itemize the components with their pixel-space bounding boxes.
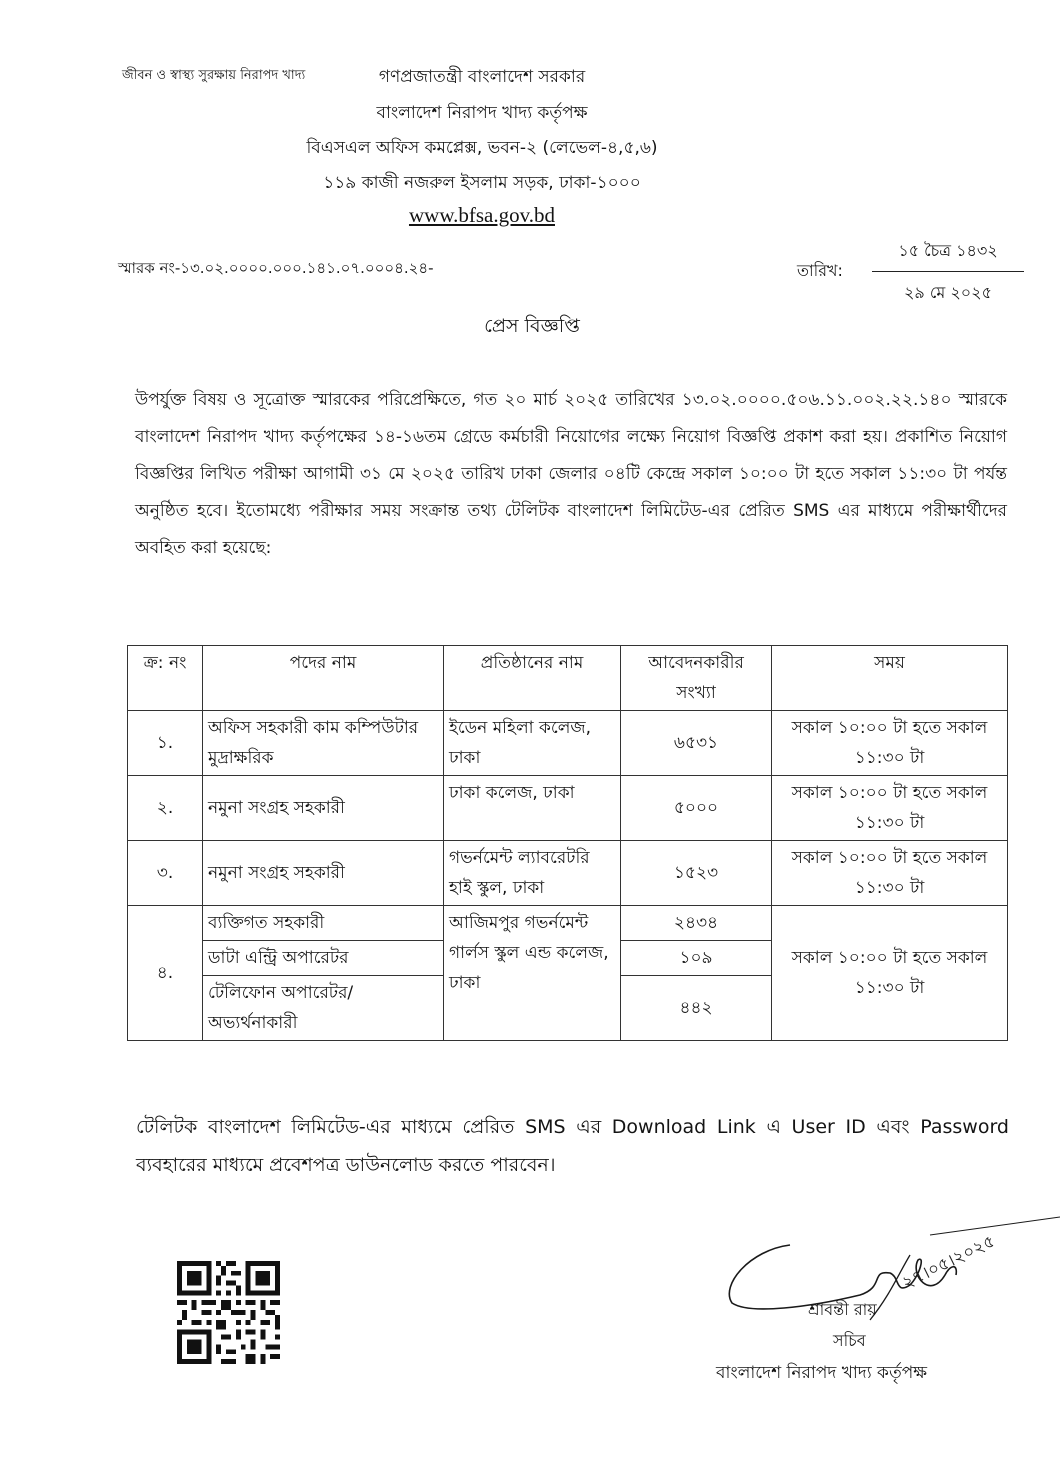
header-post: পদের নাম <box>203 646 444 711</box>
cell-institution: আজিমপুর গভর্নমেন্ট গার্লস স্কুল এন্ড কলেজ, ঢাকা <box>444 906 621 1041</box>
signatory-organization: বাংলাদেশ নিরাপদ খাদ্য কর্তৃপক্ষ <box>716 1363 928 1383</box>
cell-post: ডাটা এন্ট্রি অপারেটর <box>203 941 444 976</box>
table-row <box>128 776 1008 841</box>
signatory-designation: সচিব <box>833 1331 866 1350</box>
cell-applicants: ১৫২৩ <box>621 841 772 906</box>
date-gregorian: ২৯ মে ২০২৫ <box>904 283 992 302</box>
cell-institution: ঢাকা কলেজ, ঢাকা <box>444 776 621 841</box>
header-applicants: আবেদনকারীর সংখ্যা <box>621 646 772 711</box>
cell-time: সকাল ১০:০০ টা হতে সকাল ১১:৩০ টা <box>772 906 1008 1041</box>
address-line-2: ১১৯ কাজী নজরুল ইসলাম সড়ক, ঢাকা-১০০০ <box>323 173 641 193</box>
cell-post: ব্যক্তিগত সহকারী <box>203 906 444 941</box>
date-label: তারিখ: <box>797 261 843 280</box>
cell-post: নমুনা সংগ্রহ সহকারী <box>203 841 444 906</box>
cell-time: সকাল ১০:০০ টা হতে সকাল ১১:৩০ টা <box>772 841 1008 906</box>
cell-institution: গভর্নমেন্ট ল্যাবরেটরি হাই স্কুল, ঢাকা <box>444 841 621 906</box>
cell-applicants: ৬৫৩১ <box>621 711 772 776</box>
date-block <box>872 238 1024 307</box>
header-time: সময় <box>772 646 1008 711</box>
govt-title: গণপ্রজাতন্ত্রী বাংলাদেশ সরকার <box>378 67 586 87</box>
memo-number: স্মারক নং-১৩.০২.০০০০.০০০.১৪১.০৭.০০০৪.২৪- <box>118 259 434 277</box>
cell-time: সকাল ১০:০০ টা হতে সকাল ১১:৩০ টা <box>772 711 1008 776</box>
qr-code-icon <box>177 1261 280 1364</box>
header-sl: ক্র: নং <box>128 646 203 711</box>
website-link[interactable]: www.bfsa.gov.bd <box>408 203 555 227</box>
date-bangla: ১৫ চৈত্র ১৪৩২ <box>872 238 1024 272</box>
header-institution: প্রতিষ্ঠানের নাম <box>444 646 621 711</box>
cell-applicants: ২৪৩৪ <box>621 906 772 941</box>
cell-post: টেলিফোন অপারেটর/অভ্যর্থনাকারী <box>203 976 444 1041</box>
cell-time: সকাল ১০:০০ টা হতে সকাল ১১:৩০ টা <box>772 776 1008 841</box>
cell-institution: ইডেন মহিলা কলেজ, ঢাকা <box>444 711 621 776</box>
cell-sl: ৪. <box>128 906 203 1041</box>
cell-sl: ২. <box>128 776 203 841</box>
address-line-1: বিএসএল অফিস কমপ্লেক্স, ভবন-২ (লেভেল-৪,৫,৬) <box>306 138 658 158</box>
cell-post: অফিস সহকারী কাম কম্পিউটার মুদ্রাক্ষরিক <box>203 711 444 776</box>
body-paragraph: উপর্যুক্ত বিষয় ও সূত্রোক্ত স্মারকের পরিপ্রেক্ষিতে, গত ২০ মার্চ ২০২৫ তারিখের ১৩.০২.০০০০.৫০৬.১১.০০২.২২.১৪০ স্মারকে বাংলাদেশ নিরাপদ খাদ্য কর্তৃপক্ষের ১৪-১৬তম গ্রেডে কর্মচারী নিয়োগের লক্ষ্যে নিয়োগ বিজ্ঞপ্তি প্রকাশ করা হয়। প্রকাশিত নিয়োগ বিজ্ঞপ্তির লিখিত পরীক্ষা আগামী ৩১ মে ২০২৫ তারিখ ঢাকা জেলার ০৪টি কেন্দ্রে সকাল ১০:০০ টা হতে সকাল ১১:৩০ টা পর্যন্ত অনুষ্ঠিত হবে। ইতোমধ্যে পরীক্ষার সময় সংক্রান্ত তথ্য টেলিটক বাংলাদেশ লিমিটেড-এর প্রেরিত SMS এর মাধ্যমে পরীক্ষার্থীদের অবহিত করা হয়েছে: <box>135 390 1007 558</box>
document-title: প্রেস বিজ্ঞপ্তি <box>484 315 580 337</box>
cell-applicants: ৫০০০ <box>621 776 772 841</box>
table-row <box>128 711 1008 776</box>
signature-date: ২৭।০৫।২০২৫ <box>899 1231 999 1294</box>
cell-applicants: ৪৪২ <box>621 976 772 1041</box>
cell-post: নমুনা সংগ্রহ সহকারী <box>203 776 444 841</box>
table-row <box>128 906 1008 941</box>
cell-sl: ৩. <box>128 841 203 906</box>
cell-sl: ১. <box>128 711 203 776</box>
exam-schedule-table <box>127 645 1008 1041</box>
download-instruction: টেলিটক বাংলাদেশ লিমিটেড-এর মাধ্যমে প্রেরিত SMS এর Download Link এ User ID এবং Password ব্যবহারের মাধ্যমে প্রবেশপত্র ডাউনলোড করতে পারবেন। <box>136 1116 1009 1176</box>
table-header-row <box>128 646 1008 711</box>
signatory-name: শ্রাবন্তী রায় <box>808 1300 877 1319</box>
motto-text: জীবন ও স্বাস্থ্য সুরক্ষায় নিরাপদ খাদ্য <box>122 68 306 83</box>
signature-scribble <box>720 1215 1060 1325</box>
table-row <box>128 841 1008 906</box>
authority-name: বাংলাদেশ নিরাপদ খাদ্য কর্তৃপক্ষ <box>376 103 588 123</box>
cell-applicants: ১০৯ <box>621 941 772 976</box>
